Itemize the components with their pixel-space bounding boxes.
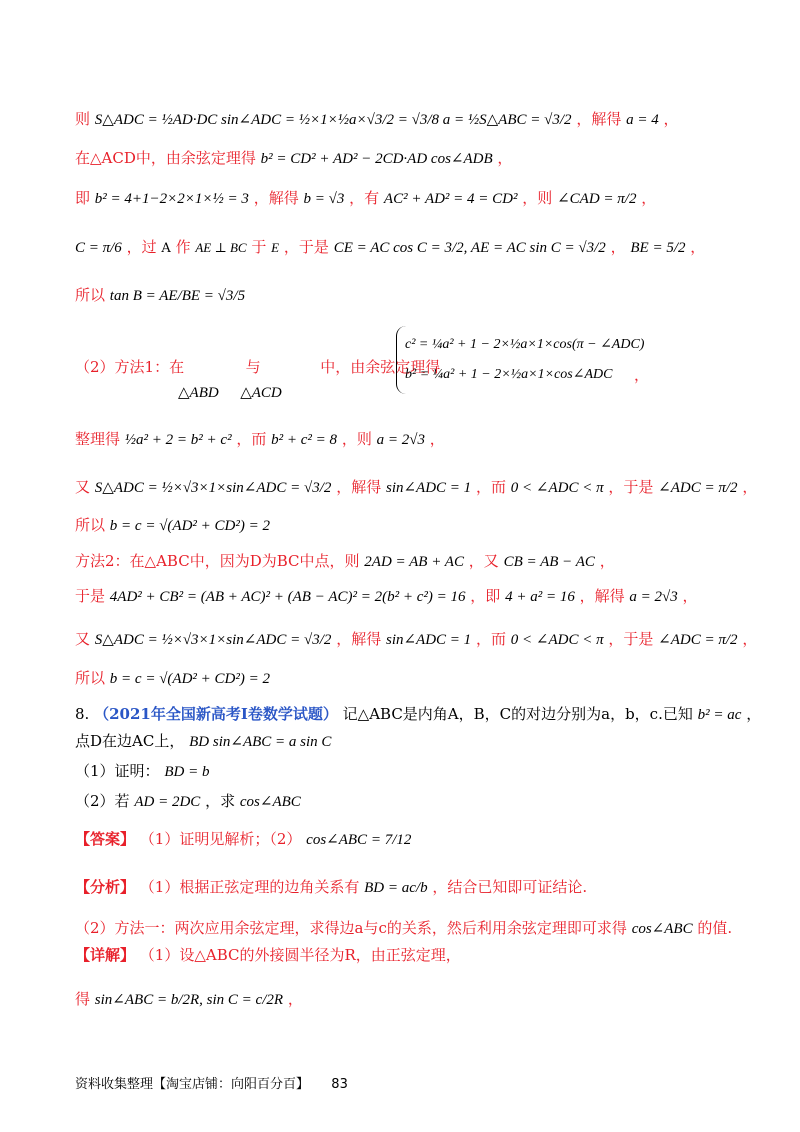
- formula: ½a² + 2 = b² + c²: [124, 432, 232, 448]
- problem-source: （2021年全国新高考Ⅰ卷数学试题）: [94, 705, 338, 723]
- text: ，: [641, 189, 657, 207]
- formula: a = 2√3: [629, 589, 678, 605]
- text: ，于是: [608, 478, 654, 496]
- line-6-end: ，: [634, 366, 650, 384]
- text: 又: [75, 478, 91, 496]
- text: 于是: [75, 587, 106, 605]
- formula: b = c = √(AD² + CD²) = 2: [109, 671, 270, 687]
- formula: sin∠ADC = 1: [385, 632, 472, 648]
- formula: BD = ac/b: [364, 880, 428, 896]
- formula: CE = AC cos C = 3/2, AE = AC sin C = √3/2: [333, 240, 606, 256]
- text: （1）证明：: [75, 762, 160, 780]
- line-1: [75, 108, 740, 131]
- text: （1）证明见解析；（2）: [139, 830, 302, 848]
- formula: △ABD: [178, 385, 219, 401]
- text: 与: [245, 358, 261, 376]
- text: 即: [75, 189, 91, 207]
- text: 中，由余弦定理得: [320, 358, 441, 376]
- text: ，: [682, 587, 698, 605]
- problem-8-q1: [75, 760, 740, 783]
- line-10: [75, 550, 740, 573]
- text: ，而: [236, 430, 267, 448]
- formula: 4AD² + CB² = (AB + AC)² + (AB − AC)² = 2(b² + c²) = 16: [109, 589, 466, 605]
- formula: BE = 5/2: [630, 240, 686, 256]
- formula: S△ADC = ½AD·DC sin∠ADC = ½×1×½a×√3/2 = √3/8 a = ½S△ABC = √3/2: [94, 112, 572, 128]
- page-number: 83: [331, 1077, 348, 1092]
- formula: AC² + AD² = 4 = CD²: [383, 191, 518, 207]
- line-7: [75, 428, 740, 451]
- formula: 0 < ∠ADC < π: [510, 480, 604, 496]
- formula: ∠ADC = π/2: [658, 632, 738, 648]
- line-5: [75, 284, 740, 307]
- analysis-tag: 【分析】: [75, 878, 136, 896]
- detail-tag: 【详解】: [75, 946, 136, 964]
- detail-line-1: [75, 944, 740, 966]
- line-12: [75, 628, 758, 651]
- text: （2）方法1：在: [75, 358, 185, 376]
- formula: b = c = √(AD² + CD²) = 2: [109, 518, 270, 534]
- text: 整理得: [75, 430, 121, 448]
- problem-number: 8.: [75, 705, 90, 723]
- text: （1）设△ABC的外接圆半径为R，由正弦定理，: [139, 946, 461, 964]
- problem-8-stem: [75, 703, 762, 726]
- formula: 2AD = AB + AC: [364, 554, 464, 570]
- formula: ∠CAD = π/2: [557, 191, 637, 207]
- equation: c² = ¼a² + 1 − 2×½a×1×cos(π − ∠ADC): [405, 337, 645, 352]
- formula: 0 < ∠ADC < π: [510, 632, 604, 648]
- line-11: [75, 585, 740, 608]
- formula: △ACD: [240, 385, 282, 401]
- detail-line-2: [75, 988, 740, 1011]
- answer-line: [75, 828, 740, 851]
- problem-8-stem-2: [75, 730, 740, 753]
- text: ，: [742, 630, 758, 648]
- text: ，有: [349, 189, 380, 207]
- text: ，过: [126, 238, 157, 256]
- formula: b = √3: [303, 191, 345, 207]
- line-13: [75, 667, 740, 690]
- formula: CB = AB − AC: [503, 554, 595, 570]
- line-9: [75, 514, 740, 537]
- text: 记△ABC是内角A，B，C的对边分别为a，b，c.已知: [342, 705, 693, 723]
- answer-tag: 【答案】: [75, 830, 136, 848]
- text: ，而: [475, 630, 506, 648]
- text: 则: [75, 110, 91, 128]
- text: ，又: [468, 552, 499, 570]
- text: 方法2：在△ABC中，因为D为BC中点，则: [75, 552, 360, 570]
- text: ，: [690, 238, 706, 256]
- line-4: [75, 236, 740, 260]
- text: ，结合已知即可证结论.: [432, 878, 588, 896]
- text: 又: [75, 630, 91, 648]
- formula: b² = ac: [697, 707, 742, 723]
- text: （1）根据正弦定理的边角关系有: [139, 878, 360, 896]
- text: 所以: [75, 286, 106, 304]
- text: ，解得: [253, 189, 299, 207]
- text: ，解得: [576, 110, 622, 128]
- text: ，: [742, 478, 758, 496]
- text: ，: [663, 110, 679, 128]
- line-8: [75, 476, 758, 499]
- formula: AD = 2DC: [134, 794, 201, 810]
- text: ，解得: [579, 587, 625, 605]
- text: （2）方法一：两次应用余弦定理，求得边a与c的关系，然后利用余弦定理即可求得: [75, 919, 627, 937]
- formula: tan B = AE/BE = √3/5: [109, 288, 246, 304]
- formula: a = 2√3: [376, 432, 425, 448]
- text: 的值.: [697, 919, 733, 937]
- formula: cos∠ABC = 7/12: [306, 832, 412, 848]
- text: ，求: [205, 792, 236, 810]
- text: 所以: [75, 516, 106, 534]
- formula: S△ADC = ½×√3×1×sin∠ADC = √3/2: [94, 632, 332, 648]
- problem-8-q2: [75, 790, 740, 813]
- text: ，: [287, 990, 303, 1008]
- text: ，: [746, 705, 762, 723]
- formula: E: [271, 240, 280, 255]
- formula: C = π/6: [75, 240, 122, 256]
- text: 于: [251, 238, 267, 256]
- formula: BD sin∠ABC = a sin C: [189, 734, 332, 750]
- formula: BD = b: [164, 764, 210, 780]
- text: ，而: [475, 478, 506, 496]
- text: ，则: [522, 189, 553, 207]
- text: 得: [75, 990, 91, 1008]
- text: ，解得: [336, 478, 382, 496]
- formula: AE ⊥ BC: [195, 240, 247, 255]
- formula: sin∠ADC = 1: [385, 480, 472, 496]
- formula: a = 4: [626, 112, 659, 128]
- text: 在△ACD中，由余弦定理得: [75, 149, 256, 167]
- analysis-line-1: [75, 876, 740, 899]
- page-footer: [75, 1073, 348, 1092]
- formula: cos∠ABC: [239, 794, 301, 810]
- formula: ∠ADC = π/2: [658, 480, 738, 496]
- text: 作: [175, 238, 191, 256]
- footer-text: 资料收集整理【淘宝店铺：向阳百分百】: [75, 1077, 310, 1092]
- line-3: [75, 187, 740, 210]
- text: ，: [610, 238, 626, 256]
- formula: b² = 4+1−2×2×1×½ = 3: [94, 191, 249, 207]
- text: 所以: [75, 669, 106, 687]
- text: （2）若: [75, 792, 130, 810]
- text: ，解得: [336, 630, 382, 648]
- text: ，: [599, 552, 615, 570]
- analysis-line-2: [75, 917, 740, 940]
- text: ，: [497, 149, 513, 167]
- text: ，即: [470, 587, 501, 605]
- formula: b² = CD² + AD² − 2CD·AD cos∠ADB: [260, 151, 493, 167]
- formula: b² + c² = 8: [271, 432, 338, 448]
- formula: 4 + a² = 16: [505, 589, 575, 605]
- equation-system: [396, 326, 644, 394]
- text: 点D在边AC上，: [75, 732, 185, 750]
- text: A: [161, 241, 171, 256]
- formula: sin∠ABC = b/2R, sin C = c/2R: [94, 992, 284, 1008]
- text: ，: [429, 430, 445, 448]
- text: ，于是: [608, 630, 654, 648]
- formula: S△ADC = ½×√3×1×sin∠ADC = √3/2: [94, 480, 332, 496]
- line-2: [75, 147, 740, 170]
- text: ，则: [341, 430, 372, 448]
- formula: cos∠ABC: [631, 921, 693, 937]
- text: ，于是: [283, 238, 329, 256]
- equation: b² = ¼a² + 1 − 2×½a×1×cos∠ADC: [405, 367, 613, 382]
